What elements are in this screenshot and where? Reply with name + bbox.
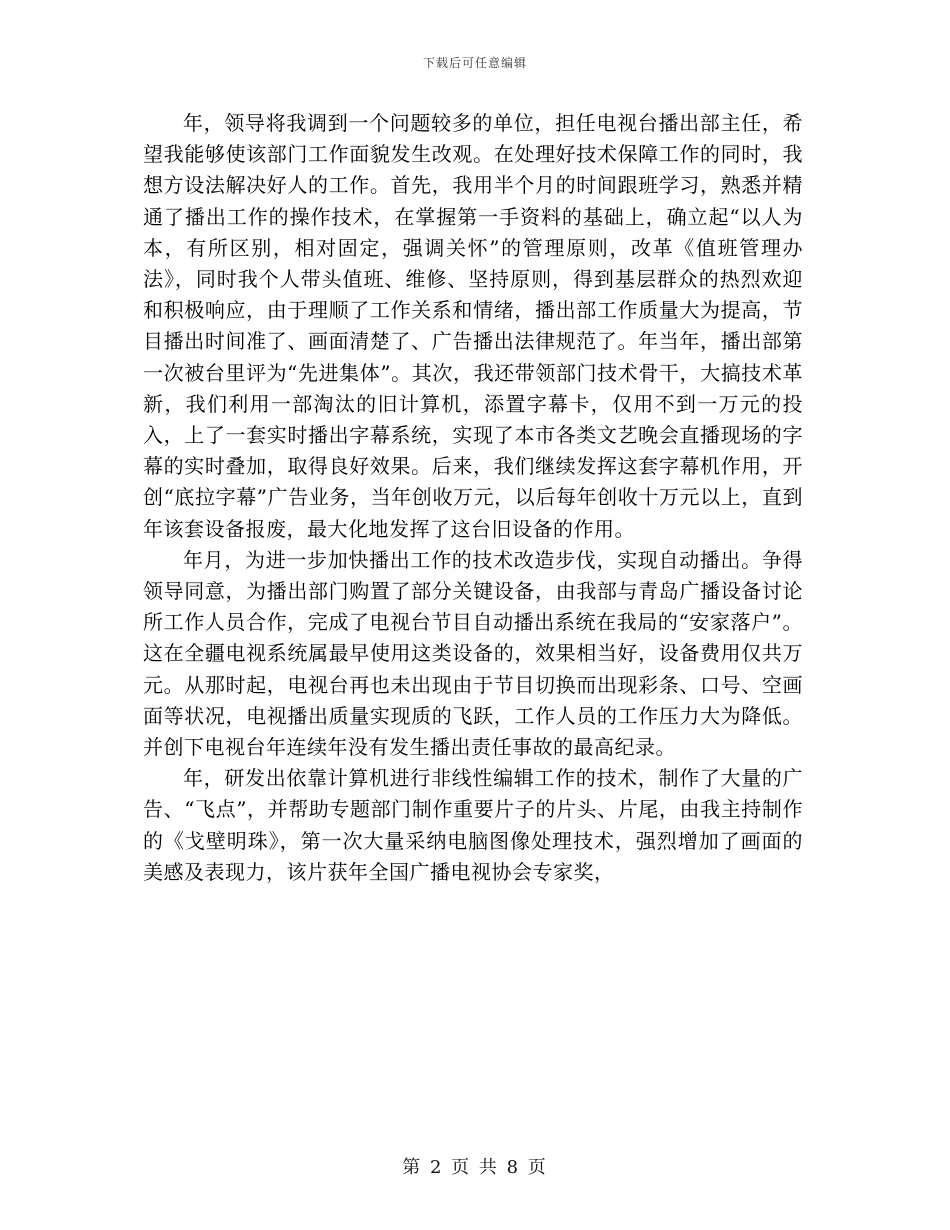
paragraph: 年，研发出依靠计算机进行非线性编辑工作的技术，制作了大量的广告、“飞点”，并帮助专题部门制作重要片子的片头、片尾，由我主持制作的《戈壁明珠》，第一次大量采纳电脑图像处理技术，强烈增加了画面的美感及表现力，该片获年全国广播电视协会专家奖， <box>143 766 803 884</box>
header-note: 下载后可任意编辑 <box>422 56 527 70</box>
body-text <box>143 108 803 888</box>
paragraph: 年月，为进一步加快播出工作的技术改造步伐，实现自动播出。争得领导同意，为播出部门购置了部分关键设备，由我部与青岛广播设备讨论所工作人员合作，完成了电视台节目自动播出系统在我局的“安家落户”。这在全疆电视系统属最早使用这类设备的，效果相当好，设备费用仅共万元。从那时起，电视台再也未出现由于节目切换而出现彩条、口号、空画面等状况，电视播出质量实现质的飞跃，工作人员的工作压力大为降低。并创下电视台年连续年没有发生播出责任事故的最高纪录。 <box>143 547 803 760</box>
page-number: 第 2 页 共 8 页 <box>402 1157 548 1178</box>
paragraph: 年，领导将我调到一个问题较多的单位，担任电视台播出部主任，希望我能够使该部门工作面貌发生改观。在处理好技术保障工作的同时，我想方设法解决好人的工作。首先，我用半个月的时间跟班学习，熟悉并精通了播出工作的操作技术，在掌握第一手资料的基础上，确立起“以人为本，有所区别，相对固定，强调关怀”的管理原则，改革《值班管理办法》，同时我个人带头值班、维修、坚持原则，得到基层群众的热烈欢迎和积极响应，由于理顺了工作关系和情绪，播出部工作质量大为提高，节目播出时间准了、画面清楚了、广告播出法律规范了。年当年，播出部第一次被台里评为“先进集体”。其次，我还带领部门技术骨干，大搞技术革新，我们利用一部淘汰的旧计算机，添置字幕卡，仅用不到一万元的投入，上了一套实时播出字幕系统，实现了本市各类文艺晚会直播现场的字幕的实时叠加，取得良好效果。后来，我们继续发挥这套字幕机作用，开创“底拉字幕”广告业务，当年创收万元，以后每年创收十万元以上，直到年该套设备报废，最大化地发挥了这台旧设备的作用。 <box>143 111 803 541</box>
